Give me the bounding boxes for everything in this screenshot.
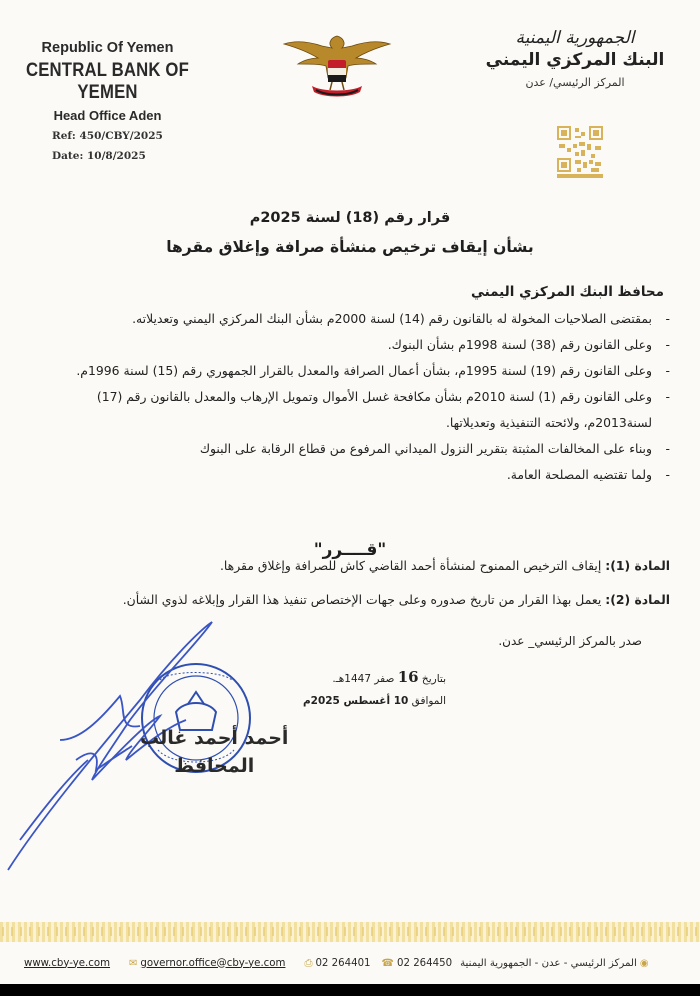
greg-rest: أغسطس 2025م bbox=[302, 695, 394, 707]
phone-icon: ☎ bbox=[381, 957, 394, 969]
republic-label-ar: الجمهورية اليمنية bbox=[515, 28, 635, 48]
decree-subject-title: بشأن إيقاف ترخيص منشأة صرافة وإغلاق مقرها bbox=[166, 238, 534, 256]
phone-number: 02 264450 bbox=[397, 957, 453, 969]
governor-heading: محافظ البنك المركزي اليمني bbox=[470, 284, 664, 300]
signatory bbox=[140, 724, 288, 780]
decision-heading: "قــــرر" bbox=[313, 540, 387, 560]
email-icon: ✉ bbox=[129, 957, 138, 969]
republic-label: Republic Of Yemen bbox=[41, 40, 174, 56]
signatory-name: أحمد أحمد غالب bbox=[140, 727, 289, 749]
preamble-list bbox=[28, 306, 670, 488]
footer-contact bbox=[24, 952, 678, 974]
fax-icon: ⎙ bbox=[304, 957, 313, 969]
decorative-pattern-band bbox=[0, 922, 700, 942]
hijri-rest: صفر 1447هـ. bbox=[332, 673, 398, 685]
greg-day: 10 bbox=[393, 695, 409, 707]
article-text: يعمل بهذا القرار من تاريخ صدوره وعلى جهات الإختصاص تنفيذ هذا القرار وإبلاغه لذوي الشأن. bbox=[122, 592, 606, 607]
qr-code-icon bbox=[557, 126, 603, 178]
preamble-item: - بمقتضى الصلاحيات المخولة له بالقانون رقم (14) لسنة 2000م بشأن البنك المركزي اليمني وتعديلاته. bbox=[28, 306, 670, 332]
preamble-item: - وعلى القانون رقم (38) لسنة 1998م بشأن البنوك. bbox=[28, 332, 670, 358]
preamble-item: - وعلى القانون رقم (19) لسنة 1995م، بشأن أعمال الصرافة والمعدل بالقرار الجمهوري رقم (15) لسنة 1996م. bbox=[28, 358, 670, 384]
eagle-emblem-icon bbox=[282, 28, 392, 104]
signatory-title: المحافظ bbox=[174, 755, 255, 777]
hijri-prefix: بتاريخ bbox=[418, 673, 446, 685]
preamble-item: - وعلى القانون رقم (1) لسنة 2010م بشأن مكافحة غسل الأموال وتمويل الإرهاب والمعدل بالقانون رقم (17) لسنة2013م، ولائحته التنفيذية وتعديلاتها. bbox=[28, 384, 670, 436]
email-link[interactable]: governor.office@cby-ye.com bbox=[140, 957, 286, 969]
reference-number: Ref: 450/CBY/2025 bbox=[52, 130, 163, 142]
location-pin-icon: ◉ bbox=[639, 957, 649, 969]
issued-at: صدر بالمركز الرئيسي_ عدن. bbox=[498, 634, 642, 648]
decree-number-title: قرار رقم (18) لسنة 2025م bbox=[249, 210, 451, 226]
website-link[interactable]: www.cby-ye.com bbox=[24, 957, 111, 969]
gregorian-date bbox=[296, 690, 446, 712]
arabic-header bbox=[480, 28, 670, 89]
hijri-date bbox=[296, 666, 446, 690]
issue-dates bbox=[296, 666, 446, 712]
article-label: المادة (1): bbox=[605, 558, 670, 573]
article-label: المادة (2): bbox=[605, 592, 670, 607]
address: المركز الرئيسي - عدن - الجمهورية اليمنية bbox=[460, 957, 637, 969]
preamble-item: - ولما تقتضيه المصلحة العامة. bbox=[28, 462, 670, 488]
hijri-day: 16 bbox=[397, 668, 419, 686]
bank-name-en: CENTRAL BANK OF YEMEN bbox=[25, 60, 190, 103]
greg-prefix: الموافق bbox=[408, 695, 446, 707]
bank-name-ar: البنك المركزي اليمني bbox=[485, 50, 665, 70]
fax-number: 02 264401 bbox=[315, 957, 371, 969]
article-1 bbox=[20, 558, 670, 573]
english-header bbox=[0, 40, 215, 123]
head-office-en: Head Office Aden bbox=[53, 108, 162, 123]
document-date: Date: 10/8/2025 bbox=[52, 150, 146, 162]
reference-block bbox=[52, 126, 163, 166]
preamble-item: - وبناء على المخالفات المثبتة بتقرير النزول الميداني المرفوع من قطاع الرقابة على البنوك bbox=[28, 436, 670, 462]
head-office-ar: المركز الرئيسي/ عدن bbox=[525, 76, 625, 89]
article-text: إيقاف الترخيص الممنوح لمنشأة أحمد القاضي كاش للصرافة وإغلاق مقرها. bbox=[219, 558, 606, 573]
